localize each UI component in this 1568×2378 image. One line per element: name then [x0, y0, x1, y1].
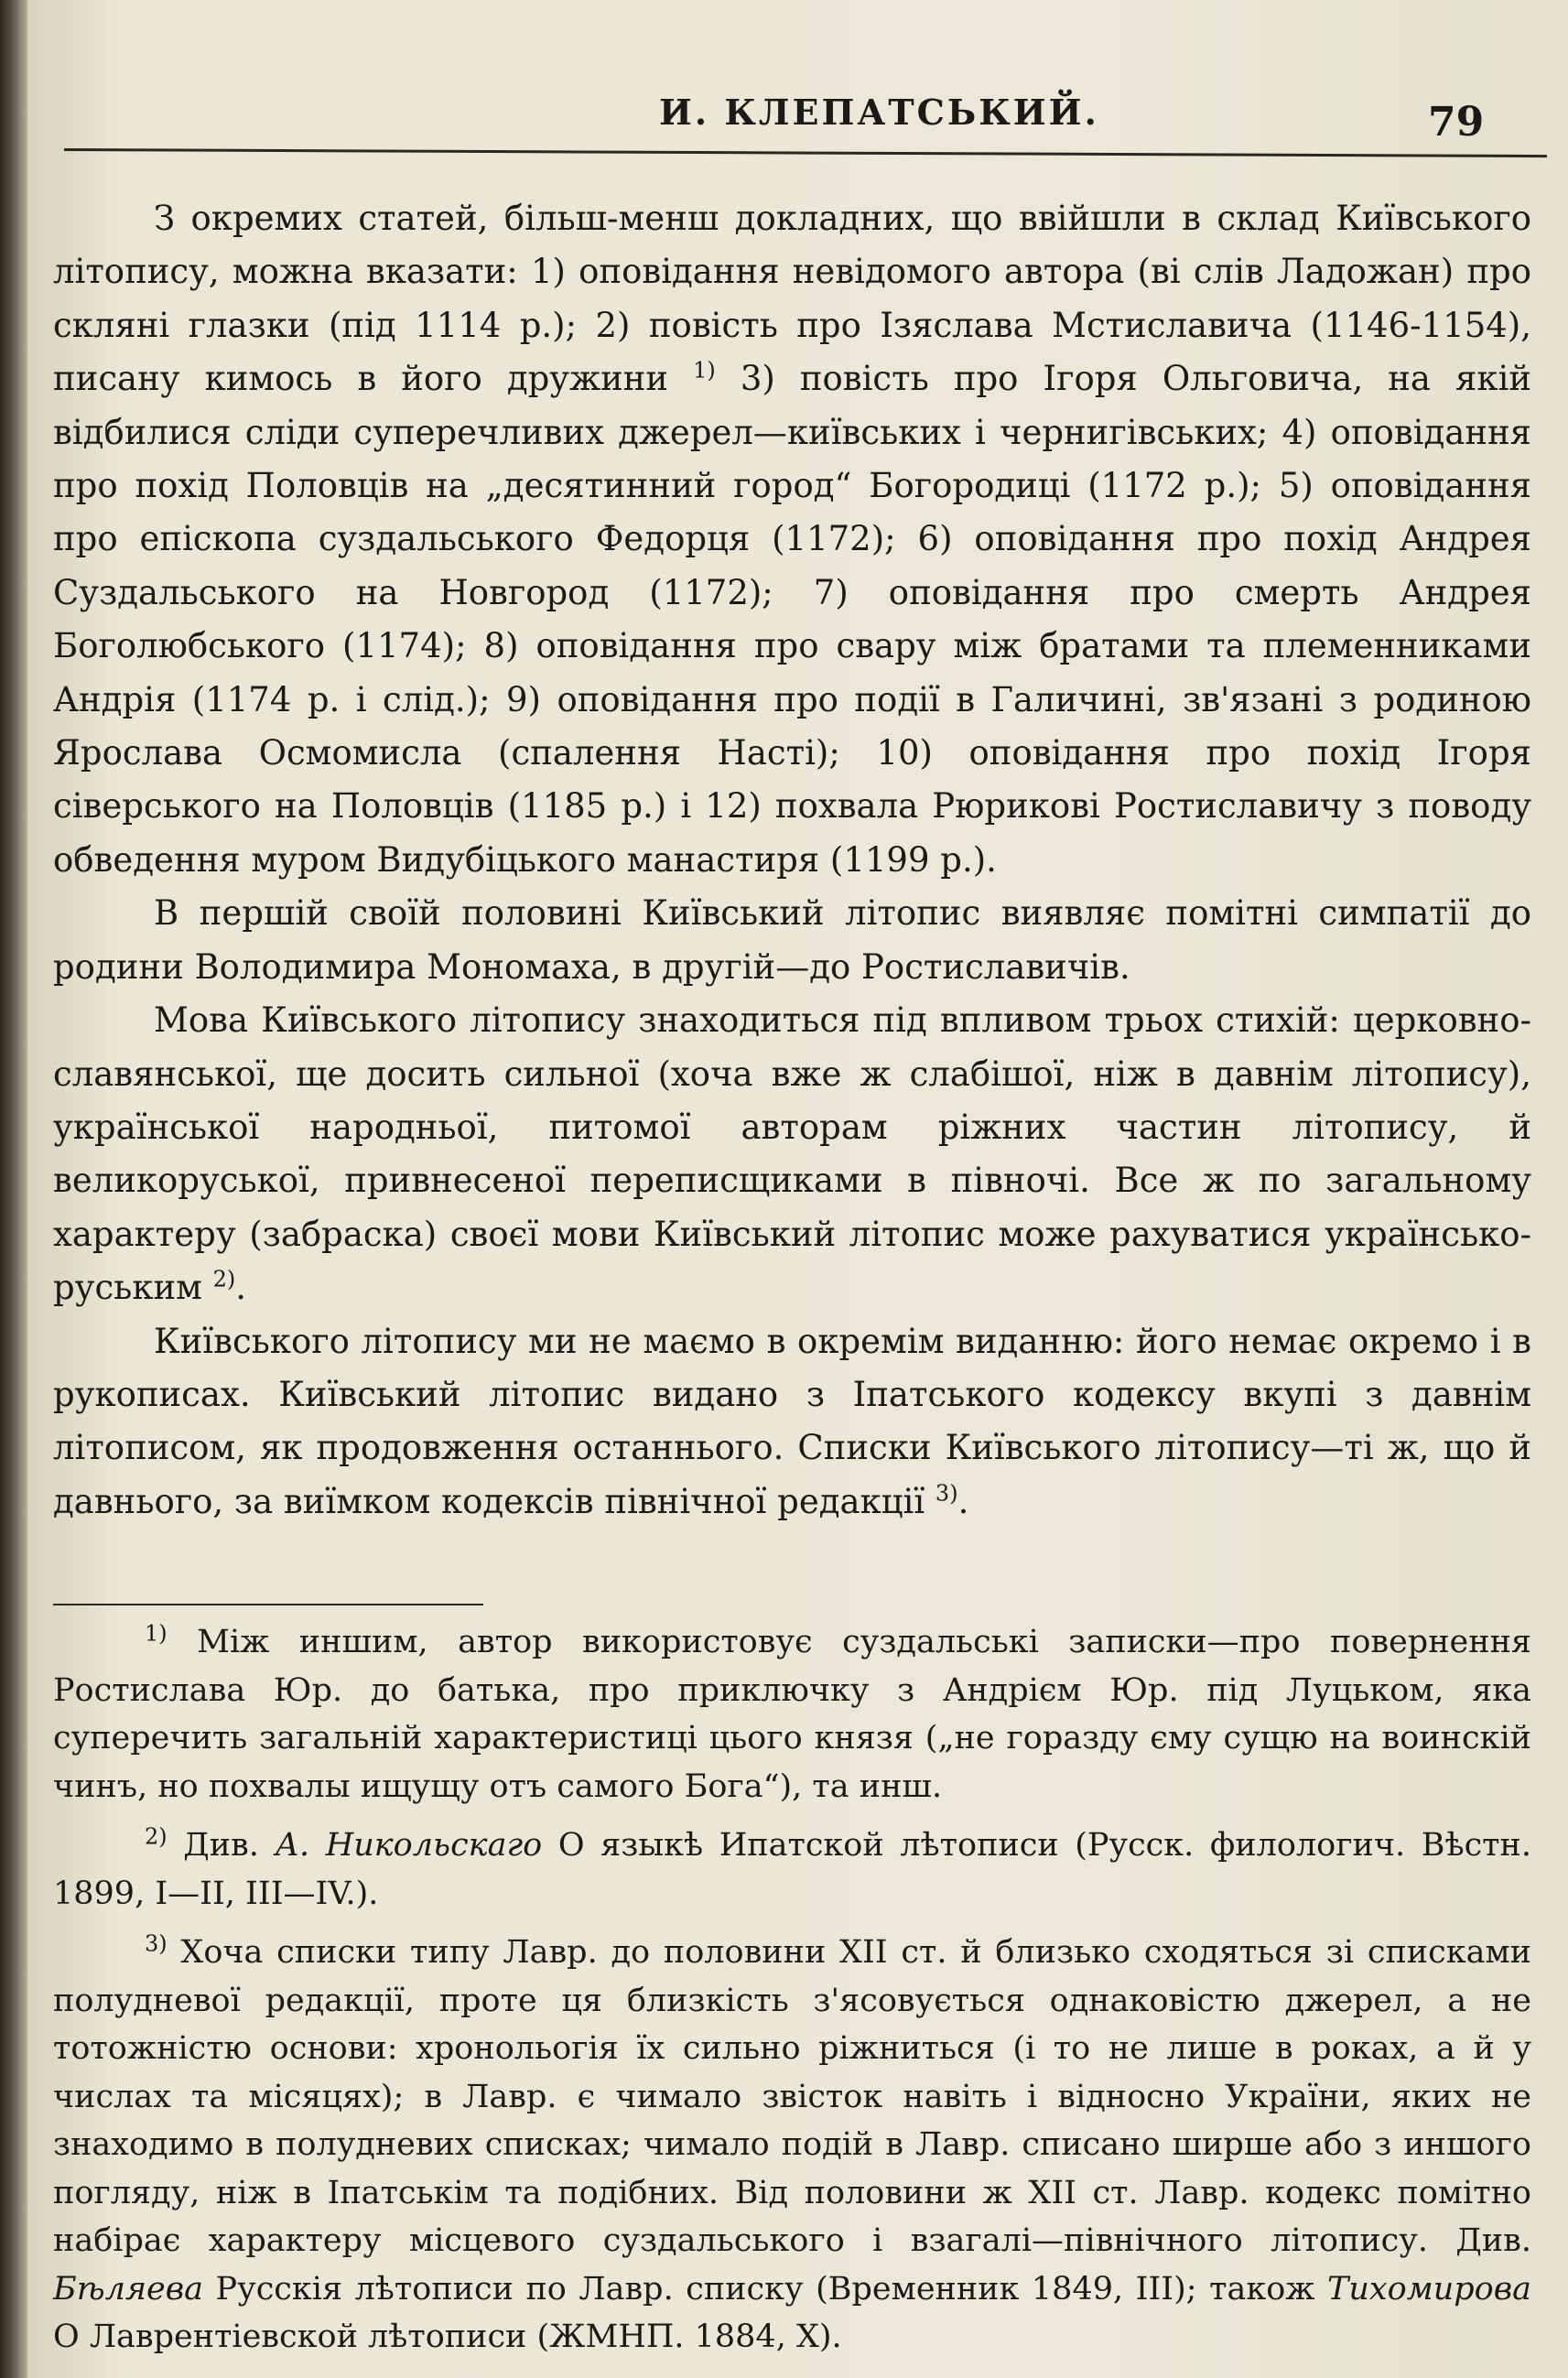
footnote-2-text-a: Див.	[167, 1827, 276, 1864]
book-gutter	[0, 0, 27, 2378]
page	[27, 0, 1568, 2378]
paragraph-4-text-b: .	[957, 1481, 969, 1521]
footnote-ref-1: 1)	[693, 357, 716, 384]
footnote-2	[53, 1821, 1531, 1918]
footnote-3-author-2: Тихомирова	[1327, 2270, 1531, 2308]
footnote-3-author-1: Бѣляева	[53, 2270, 204, 2308]
footnote-3-text-b: Русскія лѣтописи по Лавр. списку (Временник 1849, III); також	[203, 2270, 1328, 2308]
footnote-2-text-b: О языкѣ Ипатской лѣтописи (Русск. филологич. Вѣстн. 1899, I—II, III—IV.).	[53, 1827, 1531, 1912]
footnote-3-mark: 3)	[145, 1930, 168, 1957]
paragraph-3-text: Мова Київського літопису знаходиться під впливом трьох стихій: церковно-славянської, ще досить сильної (хоча вже ж слабішої, ніж в давнім літопису), української народньої, питомої авторам ріжних частин літопису, й великоруської, привнесеної переписщиками в півночі. Все ж по загальному характеру (забраска) своєї мови Київський літопис може рахуватися українсько-руським	[53, 1000, 1531, 1308]
page-number: 79	[1428, 99, 1485, 146]
footnote-2-author: А. Никольскаго	[275, 1827, 543, 1864]
footnote-1-mark: 1)	[145, 1620, 168, 1647]
footnote-3-text-a: Хоча списки типу Лавр. до половини XII ст. й близько сходяться зі списками полудневої редакції, проте ця близкість з'ясовується однаковістю джерел, а не тотожністю основи: хронольогія їх сильно ріжниться (і то не лише в роках, а й у числах та місяцях); в Лавр. є чимало звісток навіть і відносно України, яких не знаходимо в полудневих списках; чимало подій в Лавр. списано ширше або з иншого погляду, ніж в Іпатськім та подібних. Від половини ж XII ст. Лавр. кодекс помітно набірає характеру місцевого суздальського і взагалі—північного літопису. Див.	[53, 1934, 1531, 2259]
footnote-rule	[53, 1604, 483, 1605]
paragraph-1	[53, 192, 1531, 887]
paragraph-1-text-b: 3) повість про Ігоря Ольговича, на якій відбилися сліди суперечливих джерел—київських і чернигівських; 4) оповідання про похід Половців на „десятинний город“ Богородиці (1172 р.); 5) оповідання про епіскопа суздальського Федорця (1172); 6) оповідання про похід Андрея Суздальського на Новгород (1172); 7) оповідання про смерть Андрея Боголюбського (1174); 8) оповідання про свару між братами та племенниками Андрія (1174 р. і слід.); 9) оповідання про події в Галичині, зв'язані з родиною Ярослава Осмомисла (спалення Насті); 10) оповідання про похід Ігоря сіверського на Половців (1185 р.) і 12) похвала Рюрикові Ростиславичу з поводу обведення муром Видубіцького манастиря (1199 р.).	[53, 359, 1531, 880]
paragraph-1-text: З окремих статей, більш-менш докладних, що ввійшли в склад Київського літопису, можна вказати: 1) оповідання невідомого автора (ві слів Ладожан) про скляні глазки (під 1114 р.); 2) повість про Ізяслава Мстиславича (1146-1154), писану кимось в його дружини	[53, 199, 1531, 399]
paragraph-3	[53, 994, 1531, 1314]
paragraph-4-text: Київського літопису ми не маємо в окремім виданню: його немає окремо і в рукописах. Київський літопис видано з Іпатського кодексу вкупі з давнім літописом, як продовження останнього. Списки Київського літопису—ті ж, що й давнього, за виїмком кодексів північної редакції	[53, 1321, 1531, 1521]
running-head: И. КЛЕПАТСЬКИЙ.	[659, 92, 1099, 133]
paragraph-3-text-b: .	[235, 1268, 247, 1308]
footnote-2-mark: 2)	[145, 1823, 168, 1850]
paragraph-4	[53, 1315, 1531, 1529]
footnote-1-text: Між иншим, автор використовує суздальські записки—про повернення Ростислава Юр. до батька, про приключку з Андрієм Юр. під Луцьком, яка суперечить загальній характеристиці цього князя („не горазду єму сущю на воинскій чинъ, но похвалы ищущу отъ самого Бога“), та инш.	[53, 1624, 1531, 1805]
footnote-ref-3: 3)	[935, 1480, 958, 1507]
footnotes	[53, 1618, 1531, 2373]
paragraph-2: В першій своїй половині Київський літопис виявляє помітні симпатії до родини Володимира Мономаха, в другій—до Ростиславичів.	[53, 893, 1531, 987]
header-rule	[64, 148, 1547, 157]
main-text	[53, 192, 1531, 1529]
footnote-3-text-c: О Лаврентіевской лѣтописи (ЖМНП. 1884, X).	[53, 2319, 842, 2355]
footnote-ref-2: 2)	[212, 1266, 236, 1292]
footnote-1	[53, 1618, 1531, 1811]
footnote-3	[53, 1929, 1531, 2362]
